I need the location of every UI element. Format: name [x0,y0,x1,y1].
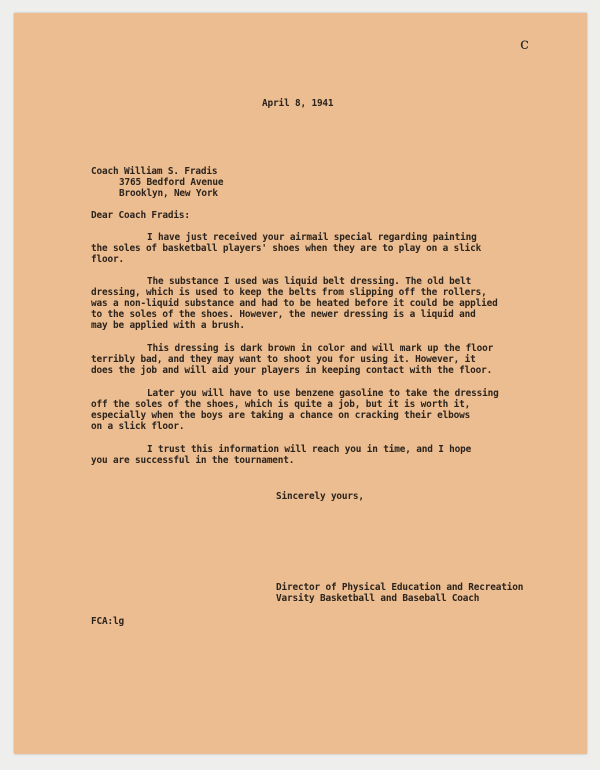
paragraph-line: was a non-liquid substance and had to be heated before it could be applied [91,298,498,309]
letter-page [14,13,587,754]
recipient-city: Brooklyn, New York [119,188,218,199]
signature-title: Varsity Basketball and Baseball Coach [276,593,480,604]
closing: Sincerely yours, [276,491,364,502]
recipient-street: 3765 Bedford Avenue [119,177,224,188]
paragraph-line: does the job and will aid your players in keeping contact with the floor. [91,365,493,376]
handwritten-corner-mark: c [520,34,529,53]
paragraph-line: off the soles of the shoes, which is quite a job, but it is worth it, [91,399,471,410]
salutation: Dear Coach Fradis: [91,210,190,221]
typist-initials: FCA:lg [91,616,124,627]
letter-date: April 8, 1941 [262,98,334,109]
paragraph-line: The substance I used was liquid belt dressing. The old belt [147,276,472,287]
paragraph-3 [91,343,493,376]
paragraph-1 [91,232,481,265]
paragraph-line: floor. [91,254,124,265]
paragraph-line: Later you will have to use benzene gasoline to take the dressing [147,388,499,399]
paragraph-line: you are successful in the tournament. [91,455,295,466]
signature-title: Director of Physical Education and Recreation [276,582,524,593]
paragraph-line: terribly bad, and they may want to shoot you for using it. However, it [91,354,476,365]
paragraph-line: on a slick floor. [91,421,185,432]
paragraph-line: This dressing is dark brown in color and will mark up the floor [147,343,494,354]
paragraph-line: dressing, which is used to keep the belts from slipping off the rollers, [91,287,487,298]
paragraph-line: I trust this information will reach you in time, and I hope [147,444,472,455]
paragraph-4 [91,388,499,432]
paragraph-5 [91,444,471,466]
recipient-name: Coach William S. Fradis [91,166,218,177]
paragraph-line: to the soles of the shoes. However, the newer dressing is a liquid and [91,309,476,320]
signature-block [276,582,523,604]
paragraph-line: especially when the boys are taking a chance on cracking their elbows [91,410,471,421]
recipient-address [91,166,223,199]
paragraph-2 [91,276,498,331]
paragraph-line: I have just received your airmail special regarding painting [147,232,477,243]
paragraph-line: the soles of basketball players' shoes when they are to play on a slick [91,243,482,254]
paragraph-line: may be applied with a brush. [91,320,245,331]
